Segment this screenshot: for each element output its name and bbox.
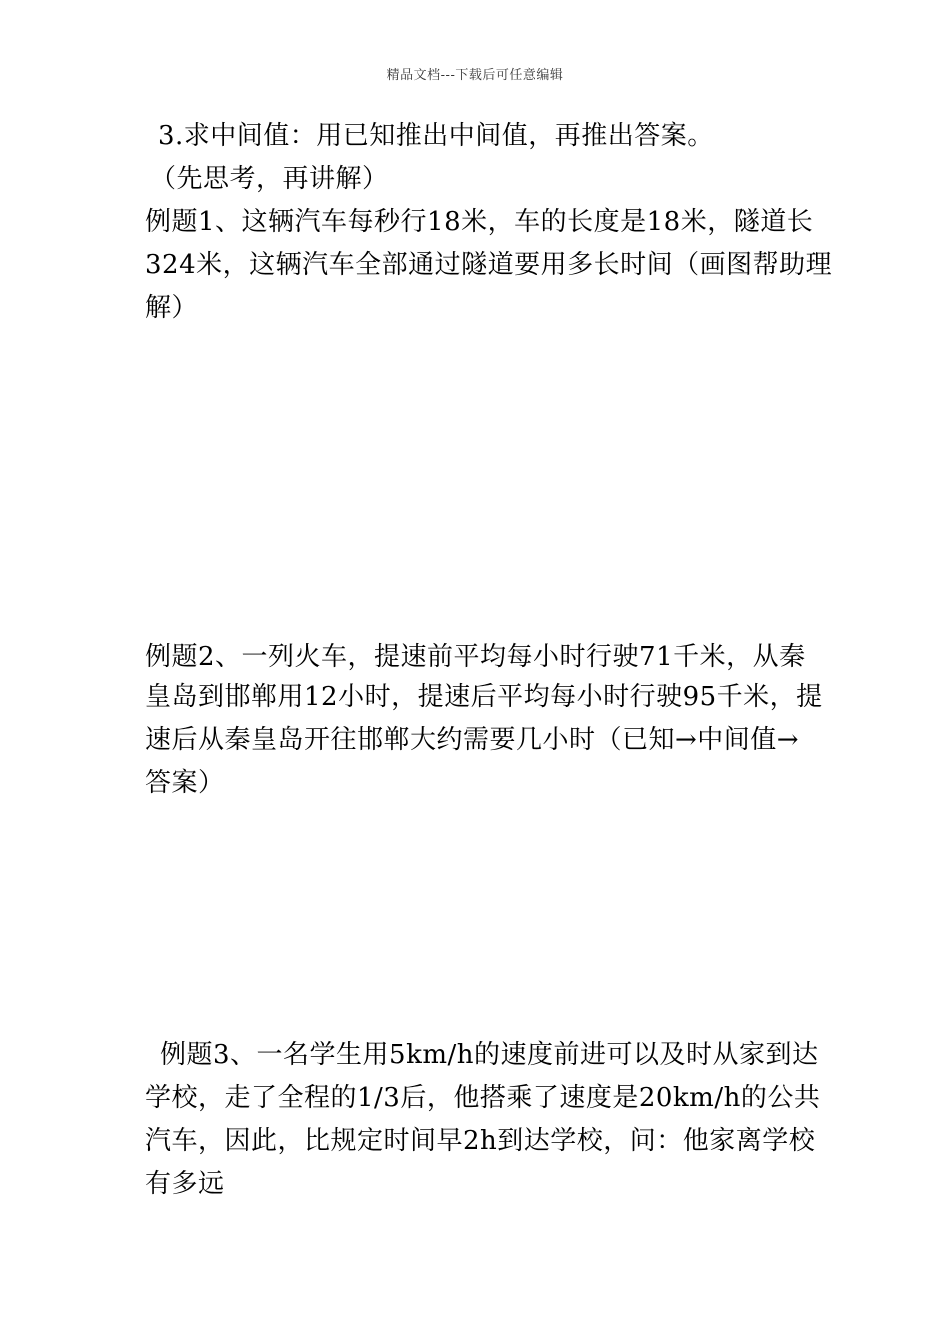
example-3-line: 学校，走了全程的1/3后，他搭乘了速度是20km/h的公共 [145,1083,821,1113]
example-1-line: 例题1、这辆汽车每秒行18米，车的长度是18米，隧道长 [145,207,814,237]
section-hint: （先思考，再讲解） [150,164,389,194]
example-3-line: 汽车，因此，比规定时间早2h到达学校，问：他家离学校 [145,1126,816,1156]
example-1-line: 324米，这辆汽车全部通过隧道要用多长时间（画图帮助理 [145,250,833,280]
example-1-line: 解） [145,293,199,323]
example-2-line: 皇岛到邯郸用12小时，提速后平均每小时行驶95千米，提 [145,682,823,712]
example-2-line: 答案） [145,768,225,798]
example-2-line: 速后从秦皇岛开往邯郸大约需要几小时（已知→中间值→ [145,725,800,755]
page-header: 精品文档---下载后可任意编辑 [386,68,564,83]
example-3-line: 例题3、一名学生用5km/h的速度前进可以及时从家到达 [160,1040,819,1070]
example-2-line: 例题2、一列火车，提速前平均每小时行驶71千米，从秦 [145,642,806,672]
section-title: 3.求中间值：用已知推出中间值，再推出答案。 [158,121,714,151]
example-3-line: 有多远 [145,1169,225,1199]
